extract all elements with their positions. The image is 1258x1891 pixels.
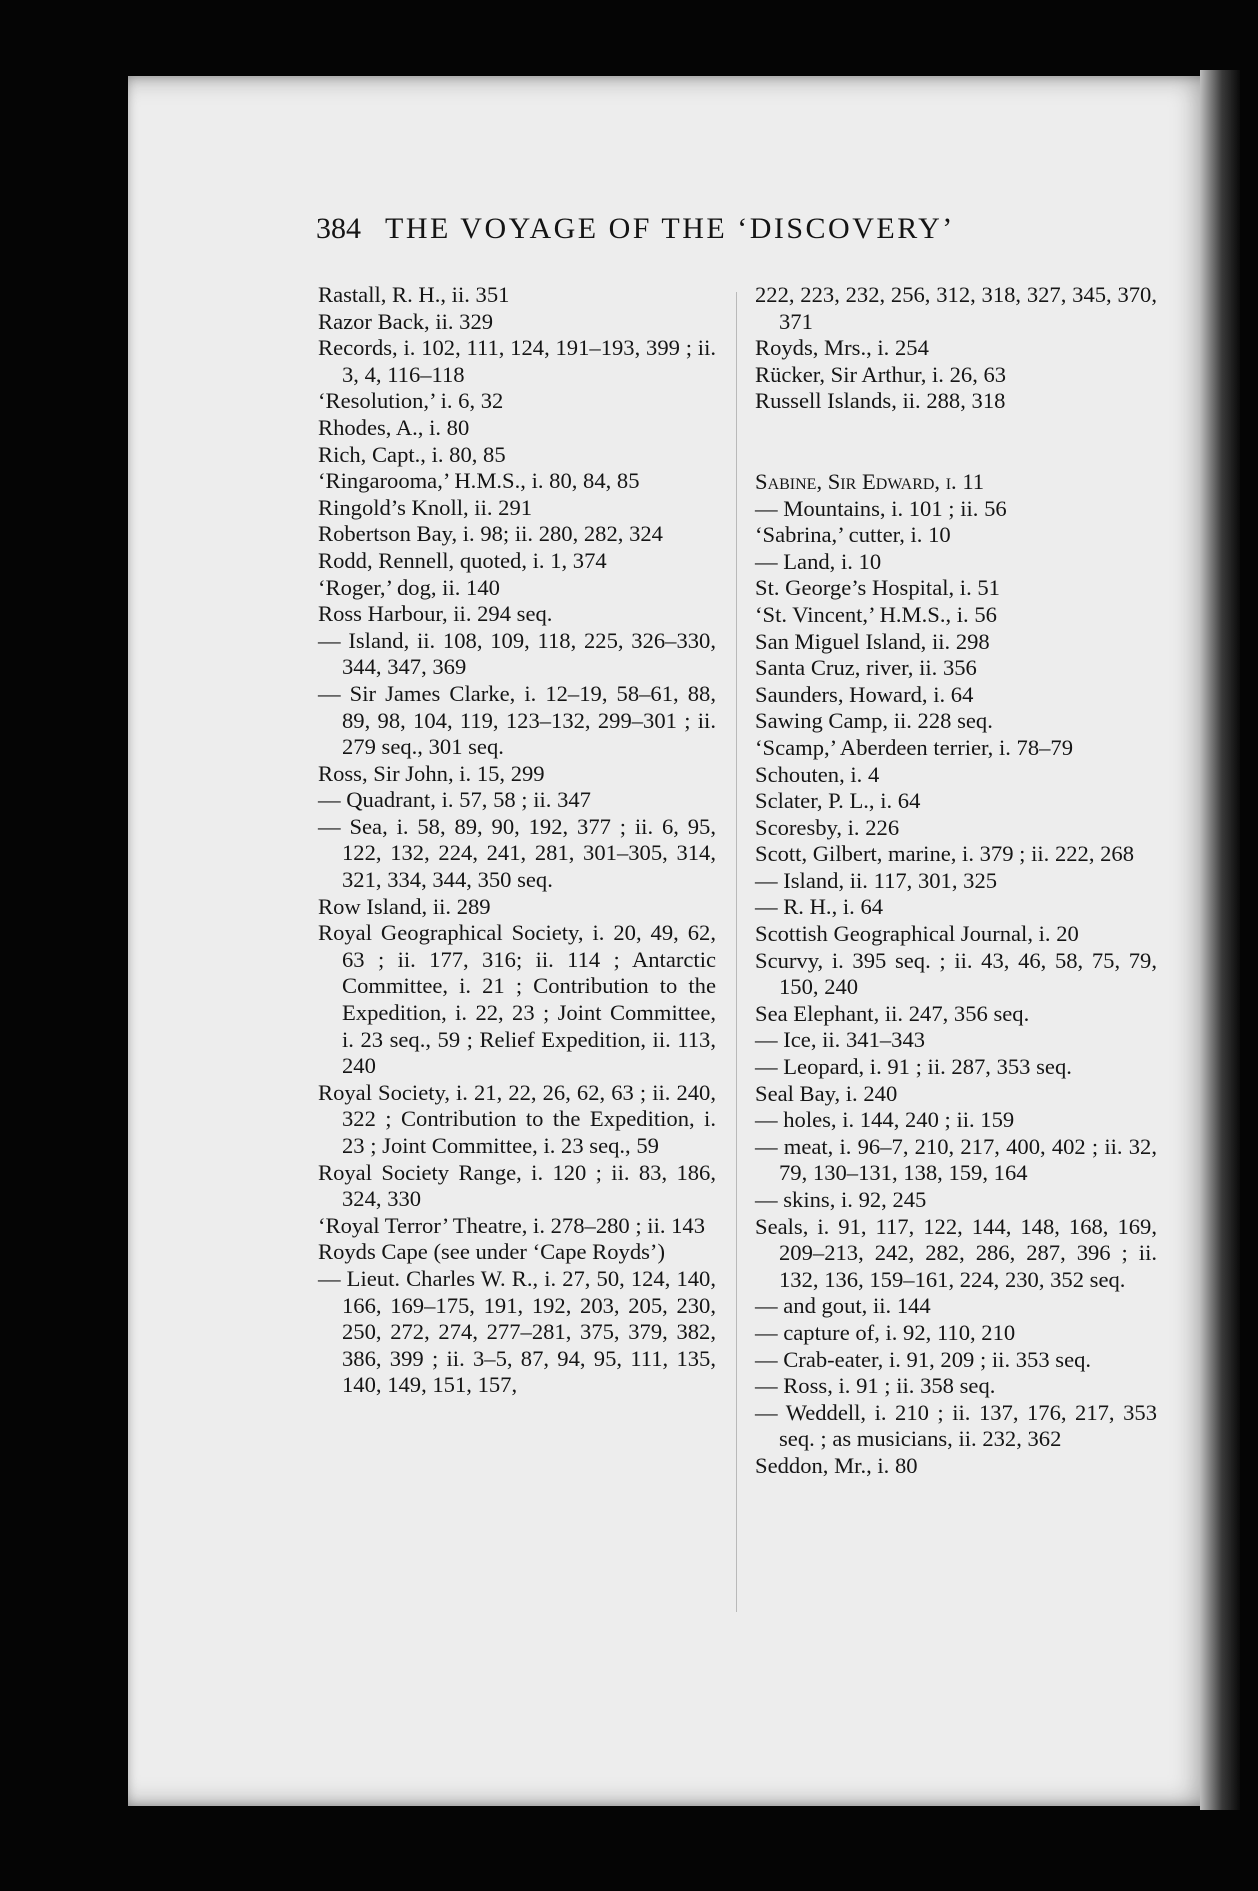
index-entry: — and gout, ii. 144 [755,1293,931,1319]
index-entry: Scott, Gilbert, marine, i. 379 ; ii. 222, 268 [755,841,1135,867]
index-entry: Royal Society Range, i. 120 ; ii. 83, 186, 324, 330 [318,1159,716,1212]
index-entry: Royal Society, i. 21, 22, 26, 62, 63 ; ii. 240, 322 ; Contribution to the Expedition, i. 23 ; Joint Committee, i. 23 seq., 59 [318,1079,716,1158]
index-entry: Rhodes, A., i. 80 [318,414,470,440]
index-entry: Saunders, Howard, i. 64 [755,681,974,707]
page-number: 384 [316,212,361,245]
column-rule [736,292,737,1612]
index-entry: Scottish Geographical Journal, i. 20 [755,921,1079,947]
index-entry: Seal Bay, i. 240 [755,1080,898,1106]
index-entry: San Miguel Island, ii. 298 [755,628,990,654]
section-gap [755,415,1157,469]
index-entry: — Island, ii. 117, 301, 325 [755,867,998,893]
index-entry: — capture of, i. 92, 110, 210 [755,1319,1016,1345]
index-entry: ‘Sabrina,’ cutter, i. 10 [755,522,951,548]
index-entry: Royal Geographical Society, i. 20, 49, 62, 63 ; ii. 177, 316; ii. 114 ; Antarctic Committee, i. 21 ; Contribution to the Expedition, i. 22, 23 ; Joint Committee, i. 23 seq., 59 ; Relief Expedition, ii. 113, 240 [318,920,716,1079]
index-entry: Ringold’s Knoll, ii. 291 [318,494,533,520]
index-entry: Russell Islands, ii. 288, 318 [755,388,1006,414]
book-title: THE VOYAGE OF THE ‘DISCOVERY’ [385,212,955,245]
index-entry: — Weddell, i. 210 ; ii. 137, 176, 217, 353 seq. ; as musicians, ii. 232, 362 [755,1399,1157,1452]
index-entry: ‘Resolution,’ i. 6, 32 [318,388,504,414]
index-entry: — Ross, i. 91 ; ii. 358 seq. [755,1373,996,1399]
index-entry: ‘Royal Terror’ Theatre, i. 278–280 ; ii. 143 [318,1212,706,1238]
index-entry: Sclater, P. L., i. 64 [755,788,921,814]
index-entry: — Quadrant, i. 57, 58 ; ii. 347 [318,787,591,813]
section-start-entry: Sabine, Sir Edward, i. 11 [755,468,985,494]
index-entry: — Lieut. Charles W. R., i. 27, 50, 124, 140, 166, 169–175, 191, 192, 203, 205, 230, 250, 272, 274, 277–281, 375, 379, 382, 386, 399 ; ii. 3–5, 87, 94, 95, 111, 135, 140, 149, 151, 157, [318,1265,716,1398]
index-entry: ‘Ringarooma,’ H.M.S., i. 80, 84, 85 [318,468,640,494]
index-entry: — Crab-eater, i. 91, 209 ; ii. 353 seq. [755,1346,1092,1372]
index-entry: Sawing Camp, ii. 228 seq. [755,708,993,734]
index-entry: — Sir James Clarke, i. 12–19, 58–61, 88, 89, 98, 104, 119, 123–132, 299–301 ; ii. 279 seq., 301 seq. [318,680,716,760]
index-entry: Scurvy, i. 395 seq. ; ii. 43, 46, 58, 75, 79, 150, 240 [755,947,1157,1000]
index-entry: 222, 223, 232, 256, 312, 318, 327, 345, 370, 371 [755,282,1157,334]
index-entry: Rodd, Rennell, quoted, i. 1, 374 [318,547,607,573]
index-entry: Royds Cape (see under ‘Cape Royds’) [318,1239,665,1265]
index-entry: Rastall, R. H., ii. 351 [318,282,510,307]
book-spine-shadow [1200,70,1240,1810]
index-column-right [755,282,1157,1480]
index-entry: — Island, ii. 108, 109, 118, 225, 326–330, 344, 347, 369 [318,627,716,680]
index-entry: Scoresby, i. 226 [755,814,900,840]
index-entry: St. George’s Hospital, i. 51 [755,575,1000,601]
index-entry: Seddon, Mr., i. 80 [755,1452,918,1478]
index-entry: Records, i. 102, 111, 124, 191–193, 399 ; ii. 3, 4, 116–118 [318,335,716,387]
index-entry: ‘Scamp,’ Aberdeen terrier, i. 78–79 [755,734,1074,760]
index-entry: Royds, Mrs., i. 254 [755,335,929,361]
running-head [316,212,1166,260]
index-entry: Ross Harbour, ii. 294 seq. [318,601,553,627]
index-entry: Row Island, ii. 289 [318,893,491,919]
index-entry: Rich, Capt., i. 80, 85 [318,441,506,467]
index-entry: — R. H., i. 64 [755,894,884,920]
index-entry: Sea Elephant, ii. 247, 356 seq. [755,1000,1030,1026]
index-entry: — Sea, i. 58, 89, 90, 192, 377 ; ii. 6, 95, 122, 132, 224, 241, 281, 301–305, 314, 321, 334, 344, 350 seq. [318,813,716,893]
index-entry: Ross, Sir John, i. 15, 299 [318,760,545,786]
index-entry: Seals, i. 91, 117, 122, 144, 148, 168, 169, 209–213, 242, 282, 286, 287, 396 ; ii. 132, 136, 159–161, 224, 230, 352 seq. [755,1213,1157,1292]
index-entry: — Leopard, i. 91 ; ii. 287, 353 seq. [755,1054,1072,1080]
index-entry: Robertson Bay, i. 98; ii. 280, 282, 324 [318,521,663,547]
index-entry: — holes, i. 144, 240 ; ii. 159 [755,1107,1015,1133]
index-entry: Rücker, Sir Arthur, i. 26, 63 [755,361,1007,387]
index-entry: Razor Back, ii. 329 [318,308,494,334]
index-entry: — Ice, ii. 341–343 [755,1027,926,1053]
index-column-left [318,282,716,1399]
index-entry: ‘St. Vincent,’ H.M.S., i. 56 [755,601,997,627]
index-entry: — Land, i. 10 [755,548,882,574]
index-entry: — Mountains, i. 101 ; ii. 56 [755,495,1007,521]
index-entry: — skins, i. 92, 245 [755,1187,927,1212]
index-entry: Santa Cruz, river, ii. 356 [755,655,977,681]
index-entry: Schouten, i. 4 [755,761,880,787]
index-entry: ‘Roger,’ dog, ii. 140 [318,574,500,600]
index-entry: — meat, i. 96–7, 210, 217, 400, 402 ; ii. 32, 79, 130–131, 138, 159, 164 [755,1133,1157,1186]
